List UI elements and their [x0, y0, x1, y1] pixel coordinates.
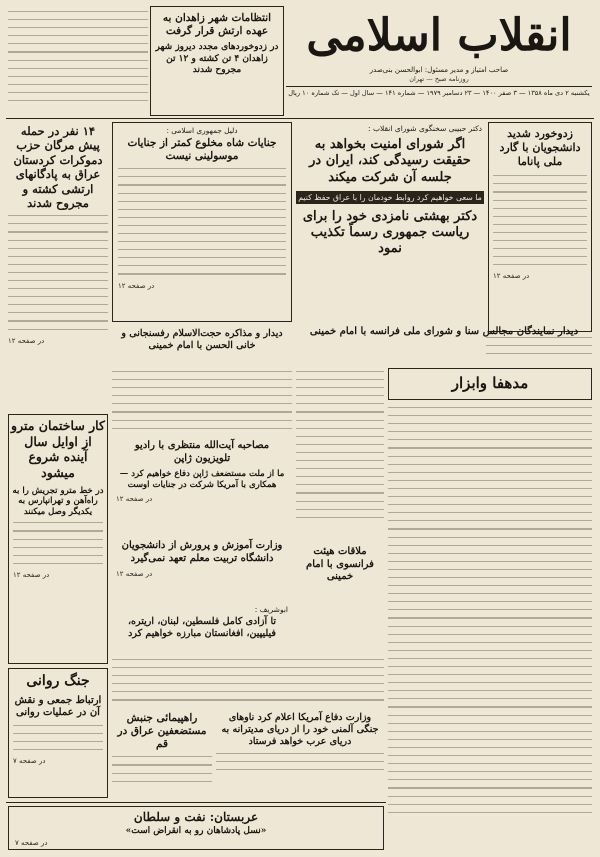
- metro-headline: کار ساختمان مترو از اوایل سال آینده شروع میشود: [11, 418, 105, 480]
- psychwar-headline: جنگ روانی: [26, 673, 90, 689]
- abusharif-story: [112, 604, 292, 654]
- saudi-story: [8, 806, 384, 850]
- saudi-more: در صفحه ۷: [15, 839, 48, 847]
- main-story: [296, 122, 484, 322]
- shah-story: [112, 122, 292, 322]
- education-more: در صفحه ۱۲: [116, 570, 153, 578]
- montazeri-subhead: ما از ملت مستضعف ژاپن دفاع خواهیم کرد — همکاری با آمریکا شرکت در جنایات اوست: [119, 469, 285, 490]
- zahedan-headline: انتظامات شهر زاهدان به عهده ارتش قرار گرفت: [162, 12, 272, 38]
- defense-headline: وزارت دفاع آمریکا اعلام کرد ناوهای جنگی آلمنی خود را از دریای مدیترانه به دریای عرب خواهد فرستاد: [221, 712, 379, 747]
- saudi-subhead: «نسل پادشاهان رو به انقراض است»: [125, 826, 267, 836]
- march-story: [112, 710, 212, 800]
- majlis-headline: دیدار نمایندگان مجالس سنا و شورای ملی فرانسه با امام خمینی: [309, 326, 579, 337]
- montazeri-story: [112, 438, 292, 534]
- left-top-text: [8, 8, 148, 116]
- dateline: یکشنبه ۲ دی ماه ۱۳۵۸ — ۳ صفر ۱۴۰۰ — ۲۳ دسامبر ۱۹۷۹ — شماره ۱۴۱ — سال اول — تک شماره ۱۰ ریال: [286, 86, 592, 97]
- majlis-body: [296, 368, 384, 538]
- kurdistan-story: [8, 122, 108, 412]
- metro-more: در صفحه ۱۲: [13, 570, 50, 579]
- bottom-divider: [6, 802, 386, 803]
- main-headline: اگر شورای امنیت بخواهد به حقیقت رسیدگی کند، ایران در جلسه آن شرکت میکند: [309, 137, 471, 185]
- panama-story: [488, 122, 592, 332]
- main-headline-2: دکتر بهشتی نامزدی خود را برای ریاست جمهوری رسماً تکذیب نمود: [302, 208, 478, 257]
- education-headline: وزارت آموزش و پرورش از دانشجویان دانشگاه تربیت معلم تعهد نمی‌گیرد: [121, 540, 283, 564]
- shah-kicker: دلیل جمهوری اسلامی :: [166, 126, 238, 135]
- zahedan-subhead: در زدوخوردهای مجدد دیروز شهر زاهدان ۴ تن کشته و ۱۲ تن مجروح شدند: [155, 42, 279, 75]
- main-subline: ما سعی خواهیم کرد روابط خودمان را با عراق حفظ کنیم: [296, 191, 484, 204]
- french-delegation-headline: ملاقات هیئت فرانسوی با امام خمینی: [306, 546, 374, 582]
- shah-more: در صفحه ۱۲: [118, 281, 155, 290]
- defense-story: [216, 710, 384, 800]
- kurdistan-more: در صفحه ۱۲: [8, 336, 45, 345]
- saudi-headline: عربستان: نفت و سلطان: [133, 810, 259, 824]
- abusharif-headline: تا آزادی کامل فلسطین، لبنان، اریتره، فیلیپین، افغانستان مبارزه خواهیم کرد: [127, 616, 276, 639]
- montazeri-more: در صفحه ۱۲: [116, 495, 153, 504]
- panama-more: در صفحه ۱۲: [493, 272, 530, 281]
- kurdistan-headline: ۱۴ نفر در حمله پیش مرگان حزب دموکرات کردستان عراق به پادگانهای ارتشی کشته و مجروح شدند: [13, 124, 103, 210]
- education-story: [112, 538, 292, 602]
- editorial-title-box: [388, 368, 592, 400]
- main-kicker: دکتر حبیبی سخنگوی شورای انقلاب :: [368, 124, 482, 133]
- montazeri-headline: مصاحبه آیت‌الله منتظری با رادیو تلویزیون ژاپن: [134, 440, 270, 464]
- shah-headline: جنایات شاه مخلوع کمتر از جنایات موسولینی نیست: [127, 137, 277, 163]
- masthead-subtitle-2: روزنامه صبح — تهران: [409, 75, 469, 83]
- editorial-title: مدهفا وابزار: [451, 374, 529, 392]
- rafsanjani-body: [112, 368, 292, 434]
- psychwar-story: [8, 668, 108, 798]
- zahedan-story: [150, 6, 284, 116]
- rafsanjani-headline: دیدار و مذاکره حجت‌الاسلام رفسنجانی و خانی الحسن با امام خمینی: [121, 328, 283, 351]
- metro-subhead: در خط مترو تجریش را به راه‌آهن و تهرانپارس به یکدیگر وصل میکنند: [12, 485, 104, 517]
- psychwar-more: در صفحه ۷: [13, 756, 46, 765]
- abusharif-kicker: ابوشریف :: [254, 605, 288, 614]
- rafsanjani-story: [112, 326, 292, 366]
- panama-tail: [486, 334, 592, 362]
- metro-story: [8, 414, 108, 664]
- march-headline: راهپیمائی جنبش مستضعفین عراق در قم: [117, 712, 207, 751]
- top-divider: [6, 118, 594, 119]
- editorial-body: [388, 404, 592, 834]
- masthead: [286, 8, 592, 98]
- masthead-title: انقلاب اسلامی: [306, 10, 572, 61]
- panama-headline: زدوخورد شدید دانشجویان با گارد ملی پاناما: [499, 127, 581, 168]
- french-delegation-story: [296, 544, 384, 604]
- psychwar-subhead: ارتباط جمعی و نقش آن در عملیات روانی: [14, 694, 102, 718]
- masthead-subtitle: صاحب امتیاز و مدیر مسئول: ابوالحسن بنی‌صدر: [369, 66, 509, 74]
- middle-text: [112, 656, 384, 706]
